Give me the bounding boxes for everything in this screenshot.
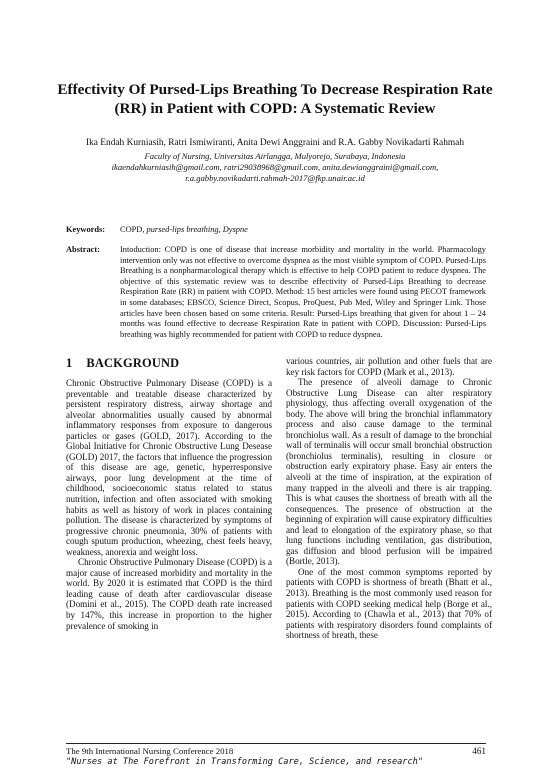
title-line-2: (RR) in Patient with COPD: A Systematic Review bbox=[114, 100, 436, 117]
left-paragraph-2: Chronic Obstructive Pulmonary Disease (COPD) is a major cause of increased morbidity and mortality in the world. By 2020 it is estimated that COPD is the third leading cause of death after cardiovascular disease (Domini et al., 2015). The COPD death rate increased by 147%, this increase in proportion to the higher prevalence of smoking in bbox=[66, 557, 272, 631]
footer-conference: The 9th International Nursing Conference 2018 bbox=[66, 746, 234, 756]
footer-motto: "Nurses at The Forefront in Transforming Care, Science, and research" bbox=[66, 757, 423, 767]
author-emails-line-1: ikaendahkurniasih@gmail.com, ratri29038968@gmail.com, anita.dewianggraini@gmail.com, bbox=[111, 162, 439, 172]
author-list: Ika Endah Kurniasih, Ratri Ismiwiranti, Anita Dewi Anggraini and R.A. Gabby Novikadarti Rahmah bbox=[85, 138, 465, 148]
right-paragraph-2: One of the most common symptoms reported by patients with COPD is shortness of breath (Bhatt et al., 2013). Breathing is the most commonly used reason for patients with COPD seeking medical help (Borge et al., 2015). According to (Chawla et al., 2013) that 70% of patients with respiratory disorders found complaints of shortness of breath, these bbox=[286, 566, 492, 641]
left-column bbox=[66, 378, 272, 631]
right-paragraph-1: The presence of alveoli damage to Chronic Obstructive Lung Disease can alter respiratory physiology, thus affecting overall oxygenation of the body. The above will bring the bronchial inflammatory process and also cause damage to the terminal bronchiolus wall. As a result of damage to the bronchial wall of terminalis will occur small bronchial obstruction (bronchiolus terminalis), resulting in closure or obstruction early expiratory phase. Easy air enters the alveoli at the time of inspiration, at the expiration of many trapped in the alveoli and there is air trapping. This is what causes the shortness of breath with all the consequences. The presence of obstruction at the beginning of expiration will cause expiratory difficulties and lead to elongation of the expiratory phase, so that lung functions including ventilation, gas distribution, gas diffusion and blood perfusion will be impaired (Bortle, 2013). bbox=[286, 377, 492, 567]
keywords-italic: pursed-lips breathing, Dyspne bbox=[146, 225, 248, 234]
page-number: 461 bbox=[472, 746, 486, 756]
affiliation-block bbox=[40, 151, 510, 184]
left-paragraph-1: Chronic Obstructive Pulmonary Disease (COPD) is a preventable and treatable disease characterized by persistent respiratory distress, airway shortage and alveolar abnormalities usually caused by abnormal inflammatory responses from exposure to dangerous particles or gases (GOLD, 2017). According to the Global Initiative for Chronic Obstructive Lung Desease (GOLD) 2017, the factors that influence the progression of this disease are age, genetic, hyperresponsive airways, poor lung development at the time of childhood, socioeconomic status related to status nutrition, infection and often associated with smoking habits as well as history of work in places containing pollution. The disease is characterized by symptoms of progressive chronic pneumonia, 30% of patients with cough sputum production, wheezing, chest feels heavy, weakness, anorexia and weight loss. bbox=[66, 378, 272, 557]
section-number: 1 bbox=[66, 356, 73, 370]
abstract-label: Abstract: bbox=[66, 245, 100, 254]
keywords-text bbox=[120, 225, 248, 236]
abstract-row bbox=[66, 245, 486, 340]
paper-title bbox=[40, 80, 510, 118]
section-heading bbox=[66, 356, 193, 371]
keywords-plain: COPD, bbox=[120, 225, 147, 234]
right-paragraph-0: various countries, air pollution and other fuels that are key risk factors for COPD (Mark et al., 2013). bbox=[286, 356, 492, 377]
author-emails-line-2: r.a.gabby.novikadarti.rahmah-2017@fkp.unair.ac.id bbox=[185, 173, 365, 183]
keywords-label: Keywords: bbox=[66, 225, 106, 234]
right-column bbox=[286, 356, 492, 641]
abstract-text: Intoduction: COPD is one of disease that increase morbidity and mortality in the world. Pharmacology intervention only was not effective to overcome dyspnea as the most visible symptom of COPD. Pursed-Lips Breathing is a nonpharmacological therapy which is effective to help COPD patient to reduce dyspnea. The objective of this systematic review was to describe effectivity of Pursed-Lips Breathing to decrease Respiration Rate (RR) in patient with COPD. Method: 15 best articles were found using PECOT framework in some databases; EBSCO, Science Direct, Scopus, ProQuest, Pub Med, Wiley and Springer Link. Those articles have been chosen based on some criteria. Result: Pursed-Lips breathing that given for about 1 – 24 months was found effective to decrease Respiration Rate in patient with COPD. Discussion: Pursed-Lips breathing was highly recommended for patient with COPD to reduce dyspnea. bbox=[120, 245, 486, 339]
footer-divider bbox=[66, 743, 486, 744]
affiliation: Faculty of Nursing, Universitas Airlangga, Mulyorejo, Surabaya, Indonesia bbox=[144, 151, 406, 161]
section-title: BACKGROUND bbox=[86, 356, 180, 370]
title-line-1: Effectivity Of Pursed-Lips Breathing To Decrease Respiration Rate bbox=[57, 81, 493, 98]
